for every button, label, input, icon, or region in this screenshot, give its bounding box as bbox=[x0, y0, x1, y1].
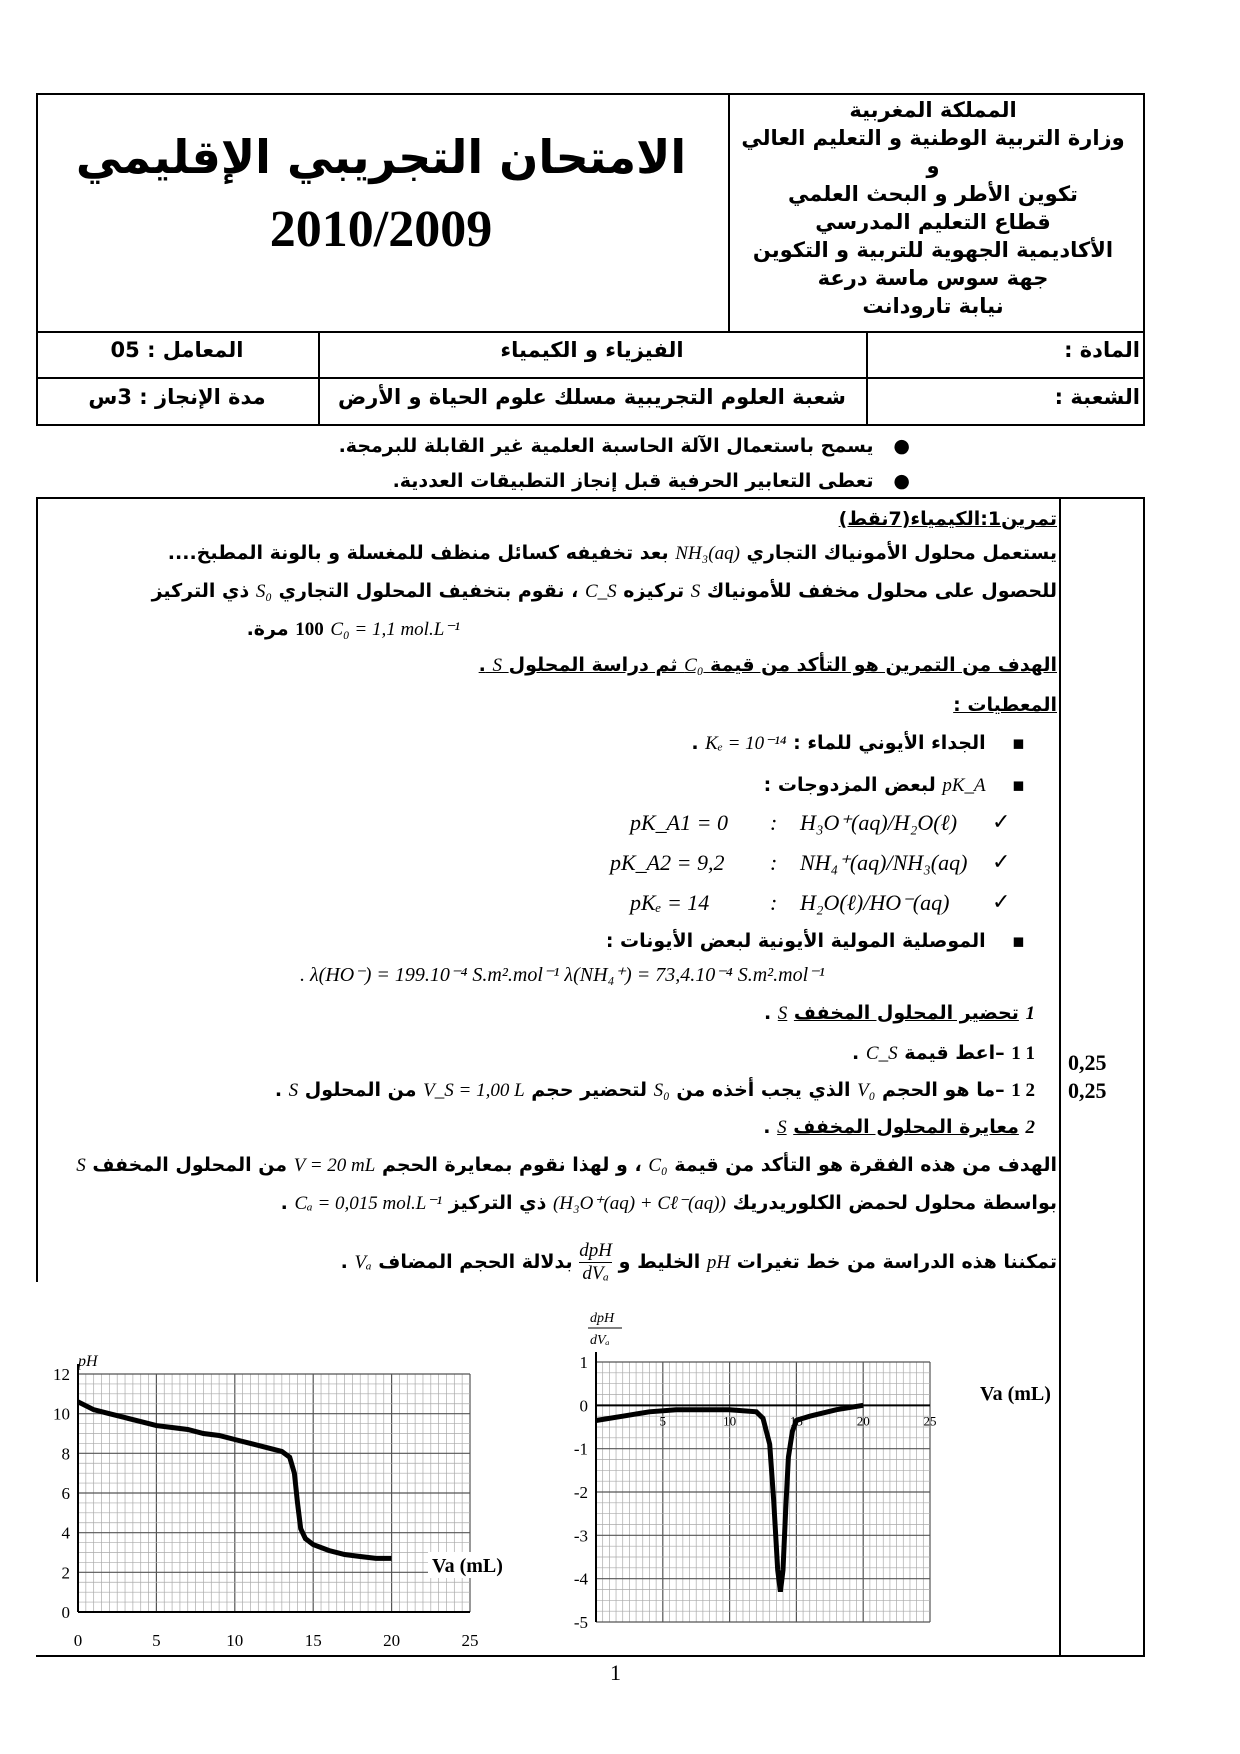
duration: مدة الإنجاز : 3س bbox=[88, 385, 266, 409]
symbol-cs: C_S bbox=[584, 581, 617, 602]
ph-chart bbox=[40, 1340, 540, 1650]
instruction-text: يسمح باستعمال الآلة الحاسبة العلمية غير القابلة للبرمجة. bbox=[338, 435, 874, 457]
table-col-line-2 bbox=[866, 331, 868, 426]
instruction-1 bbox=[339, 435, 910, 457]
bullet-icon: ● bbox=[873, 470, 910, 492]
header-bottom-border bbox=[36, 424, 1145, 426]
formula-nh3: NH₃(aq) bbox=[675, 543, 740, 564]
exercise-left-border bbox=[36, 497, 38, 1282]
x-tick-label: 25 bbox=[923, 1413, 937, 1429]
symbol-s: S bbox=[76, 1155, 86, 1176]
x-tick-label: 10 bbox=[226, 1631, 244, 1650]
text: الموصلية المولية الأيونية لبعض الأيونات : bbox=[605, 930, 986, 952]
symbol-c0: C₀ bbox=[684, 655, 704, 676]
pka-value: pK_A2 = 9,2 bbox=[610, 850, 725, 875]
y-axis-label: pH bbox=[78, 1353, 98, 1370]
text: للحصول على محلول مخفف للأمونياك bbox=[706, 580, 1057, 602]
couple-formula: H₃O⁺(aq)/H₂O(ℓ) bbox=[800, 810, 958, 835]
ministry-header bbox=[733, 96, 1133, 320]
exercise-bottom-border bbox=[36, 1655, 1145, 1657]
part-2-line-2 bbox=[281, 1190, 1057, 1217]
chart-grid bbox=[78, 1374, 470, 1612]
symbol-c0: C₀ bbox=[648, 1155, 668, 1176]
text: –ما هو الحجم bbox=[881, 1079, 1005, 1101]
y-axis-label-numerator: dpH bbox=[590, 1311, 615, 1326]
intro-line-3 bbox=[247, 616, 460, 643]
text: لبعض المزدوجات : bbox=[763, 774, 936, 796]
page-number: 1 bbox=[610, 1660, 621, 1685]
y-tick-label: 2 bbox=[61, 1563, 70, 1583]
formula-ke: Kₑ = 10⁻¹⁴ bbox=[705, 733, 787, 754]
symbol-va: Vₐ bbox=[354, 1252, 372, 1273]
part-2-line-1 bbox=[76, 1152, 1057, 1179]
question-number: 1 2 bbox=[1011, 1080, 1035, 1101]
subject-value: الفيزياء و الكيمياء bbox=[500, 338, 684, 362]
symbol-pka: pK_A bbox=[942, 775, 986, 796]
exercise-title: تمرين1:الكيمياء(7نقط) bbox=[838, 508, 1057, 530]
conductivity-label-line bbox=[606, 928, 1025, 954]
text: من المحلول bbox=[304, 1079, 417, 1101]
separator: : bbox=[770, 890, 778, 915]
x-tick-label: 15 bbox=[304, 1631, 322, 1650]
header-line: وزارة التربية الوطنية و التعليم العالي و bbox=[741, 126, 1125, 178]
y-tick-label: 10 bbox=[53, 1404, 70, 1424]
exercise-top-border bbox=[36, 497, 1145, 499]
coefficient: المعامل : 05 bbox=[110, 338, 244, 362]
square-bullet-icon: ▪ bbox=[992, 930, 1025, 952]
couple-formula: H₂O(ℓ)/HO⁻(aq) bbox=[800, 890, 950, 915]
text: لتحضير حجم bbox=[531, 1079, 648, 1101]
y-tick-label: 12 bbox=[53, 1365, 70, 1384]
x-axis-label: Va (mL) bbox=[980, 1383, 1051, 1405]
dot: . bbox=[280, 1192, 288, 1214]
symbol-s: S bbox=[690, 581, 701, 602]
formula-c0: C₀ = 1,1 mol.L⁻¹ bbox=[330, 619, 460, 640]
text: ، نقوم بتخفيف المحلول التجاري bbox=[278, 580, 579, 602]
text: تحضير المحلول المخفف bbox=[793, 1002, 1019, 1024]
text: مرة. bbox=[246, 618, 289, 640]
text: –اعط قيمة bbox=[904, 1042, 1005, 1064]
header-line: تكوين الأطر و البحث العلمي bbox=[788, 182, 1078, 206]
pka-value: pK_A1 = 0 bbox=[630, 810, 728, 835]
y-tick-label: -2 bbox=[573, 1483, 588, 1502]
text: معايرة المحلول المخفف bbox=[793, 1116, 1019, 1138]
header-top-border bbox=[36, 93, 1145, 95]
part-2-title bbox=[763, 1114, 1035, 1141]
x-tick-label: 20 bbox=[856, 1413, 870, 1429]
couple-formula: NH₄⁺(aq)/NH₃(aq) bbox=[800, 850, 968, 875]
branch-label: الشعبة : bbox=[1054, 385, 1140, 409]
square-bullet-icon: ▪ bbox=[992, 774, 1025, 796]
dot: . bbox=[852, 1042, 860, 1064]
text: الخليط و bbox=[618, 1251, 701, 1273]
goal-line bbox=[479, 652, 1057, 679]
text: بواسطة محلول لحمض الكلوريدريك bbox=[732, 1192, 1057, 1214]
x-tick-label: 10 bbox=[723, 1413, 737, 1429]
checkmark-icon: ✓ bbox=[992, 810, 1011, 835]
formula-v: V = 20 mL bbox=[293, 1155, 376, 1176]
exam-title: الامتحان التجريبي الإقليمي bbox=[75, 130, 687, 184]
formula-vs: V_S = 1,00 L bbox=[423, 1080, 525, 1101]
text: بدلالة الحجم المضاف bbox=[378, 1251, 573, 1273]
instruction-2 bbox=[393, 470, 910, 492]
ke-line bbox=[691, 730, 1025, 757]
text: ، و لهذا نقوم بمعايرة الحجم bbox=[381, 1154, 642, 1176]
separator: : bbox=[770, 810, 778, 835]
text: بعد تخفيفه كسائل منظف للمغسلة و بالونة المطبخ.... bbox=[167, 542, 669, 564]
fraction-dph-dva bbox=[579, 1240, 612, 1285]
chart-grid bbox=[596, 1362, 930, 1622]
text: تركيزه bbox=[623, 580, 685, 602]
square-bullet-icon: ▪ bbox=[992, 732, 1025, 754]
text: من المحلول المخفف bbox=[92, 1154, 288, 1176]
y-tick-label: 8 bbox=[61, 1444, 70, 1464]
text: ذي التركيز bbox=[151, 580, 250, 602]
symbol-ph: pH bbox=[706, 1252, 731, 1273]
instruction-text: تعطى التعابير الحرفية قبل إنجاز التطبيقات العددية. bbox=[392, 470, 874, 492]
dot: . bbox=[763, 1116, 771, 1138]
dilution-factor: 100 bbox=[295, 619, 324, 640]
symbol-s: S bbox=[777, 1003, 788, 1024]
dot: . bbox=[763, 1002, 772, 1024]
x-tick-label: 5 bbox=[152, 1631, 161, 1650]
formula-hcl: (H₃O⁺(aq) + Cℓ⁻(aq)) bbox=[552, 1193, 726, 1214]
header-row-line-2 bbox=[36, 377, 1145, 379]
x-axis-label: Va (mL) bbox=[432, 1555, 503, 1577]
y-tick-label: -3 bbox=[573, 1526, 588, 1546]
part-number: 1 bbox=[1025, 1003, 1035, 1024]
x-tick-label: 5 bbox=[659, 1413, 667, 1429]
y-tick-label: 6 bbox=[61, 1484, 70, 1503]
exam-year: 2010/2009 bbox=[269, 201, 493, 258]
y-axis-label-denominator: dVₐ bbox=[590, 1333, 610, 1348]
symbol-v0: V₀ bbox=[857, 1080, 876, 1101]
formula-ca: Cₐ = 0,015 mol.L⁻¹ bbox=[294, 1193, 443, 1214]
pka-line bbox=[764, 772, 1025, 799]
symbol-s: S bbox=[777, 1117, 787, 1138]
text: تمكننا هذه الدراسة من خط تغيرات bbox=[736, 1251, 1057, 1273]
symbol-s0: S₀ bbox=[255, 581, 272, 602]
symbol-cs: C_S bbox=[865, 1043, 898, 1064]
text: الجداء الأيوني للماء : bbox=[793, 732, 986, 754]
intro-line-1 bbox=[168, 540, 1057, 567]
part-2-line-3 bbox=[341, 1240, 1057, 1285]
y-tick-label: -4 bbox=[573, 1569, 588, 1589]
header-divider bbox=[728, 93, 730, 333]
chart-tick-labels bbox=[53, 1365, 479, 1650]
denominator: dVₐ bbox=[582, 1263, 609, 1284]
text: الذي يجب أخذه من bbox=[676, 1079, 851, 1101]
dot: . bbox=[478, 654, 486, 676]
part-number: 2 bbox=[1025, 1117, 1035, 1138]
numerator: dpH bbox=[579, 1240, 613, 1261]
checkmark-icon: ✓ bbox=[992, 850, 1011, 875]
header-line: جهة سوس ماسة درعة bbox=[817, 266, 1049, 290]
header-line: نيابة تارودانت bbox=[862, 294, 1004, 318]
y-tick-label: 0 bbox=[579, 1396, 588, 1416]
text: ثم دراسة المحلول bbox=[508, 654, 678, 676]
header-line: الأكاديمية الجهوية للتربية و التكوين bbox=[752, 238, 1114, 262]
header-line: قطاع التعليم المدرسي bbox=[815, 210, 1051, 234]
dot: . bbox=[340, 1251, 348, 1273]
y-tick-label: -5 bbox=[573, 1613, 588, 1632]
dot: . bbox=[274, 1079, 283, 1101]
data-label: المعطيات : bbox=[953, 694, 1057, 716]
x-tick-label: 20 bbox=[383, 1631, 401, 1650]
x-tick-label: 0 bbox=[73, 1631, 83, 1650]
text: الهدف من هذه الفقرة هو التأكد من قيمة bbox=[674, 1154, 1057, 1176]
text: الهدف من التمرين هو التأكد من قيمة bbox=[710, 654, 1057, 676]
question-1-1 bbox=[852, 1040, 1035, 1067]
question-number: 1 1 bbox=[1011, 1043, 1035, 1064]
header-line: المملكة المغربية bbox=[849, 98, 1017, 122]
symbol-s0: S₀ bbox=[653, 1080, 670, 1101]
derivative-chart bbox=[560, 1300, 1060, 1640]
header-row-line-1 bbox=[36, 331, 1145, 333]
question-1-2 bbox=[275, 1077, 1035, 1104]
conductivity-values: . λ(HO⁻) = 199.10⁻⁴ S.m².mol⁻¹ λ(NH₄⁺) = 73,4.10⁻⁴ S.m².mol⁻¹ bbox=[300, 964, 825, 986]
intro-line-2 bbox=[152, 578, 1057, 605]
branch-value: شعبة العلوم التجريبية مسلك علوم الحياة و الأرض bbox=[338, 385, 846, 409]
text: يستعمل محلول الأمونياك التجاري bbox=[746, 542, 1057, 564]
score-q12: 0,25 bbox=[1068, 1078, 1107, 1103]
symbol-s: S bbox=[492, 655, 502, 676]
dot: . bbox=[691, 732, 699, 754]
exercise-right-border bbox=[1143, 497, 1145, 1657]
pka-value: pKₑ = 14 bbox=[630, 890, 710, 915]
y-tick-label: 4 bbox=[61, 1523, 70, 1543]
y-tick-label: 0 bbox=[61, 1603, 70, 1622]
x-tick-label: 25 bbox=[461, 1631, 479, 1650]
separator: : bbox=[770, 850, 778, 875]
symbol-s: S bbox=[288, 1080, 299, 1101]
checkmark-icon: ✓ bbox=[992, 890, 1011, 915]
x-tick-label: 15 bbox=[789, 1413, 803, 1429]
bullet-icon: ● bbox=[873, 435, 910, 457]
part-1-title bbox=[764, 1000, 1035, 1027]
text: ذي التركيز bbox=[448, 1192, 547, 1214]
y-tick-label: -1 bbox=[573, 1439, 588, 1459]
score-q11: 0,25 bbox=[1068, 1050, 1107, 1075]
y-tick-label: 1 bbox=[579, 1353, 588, 1372]
subject-label: المادة : bbox=[1064, 338, 1140, 362]
